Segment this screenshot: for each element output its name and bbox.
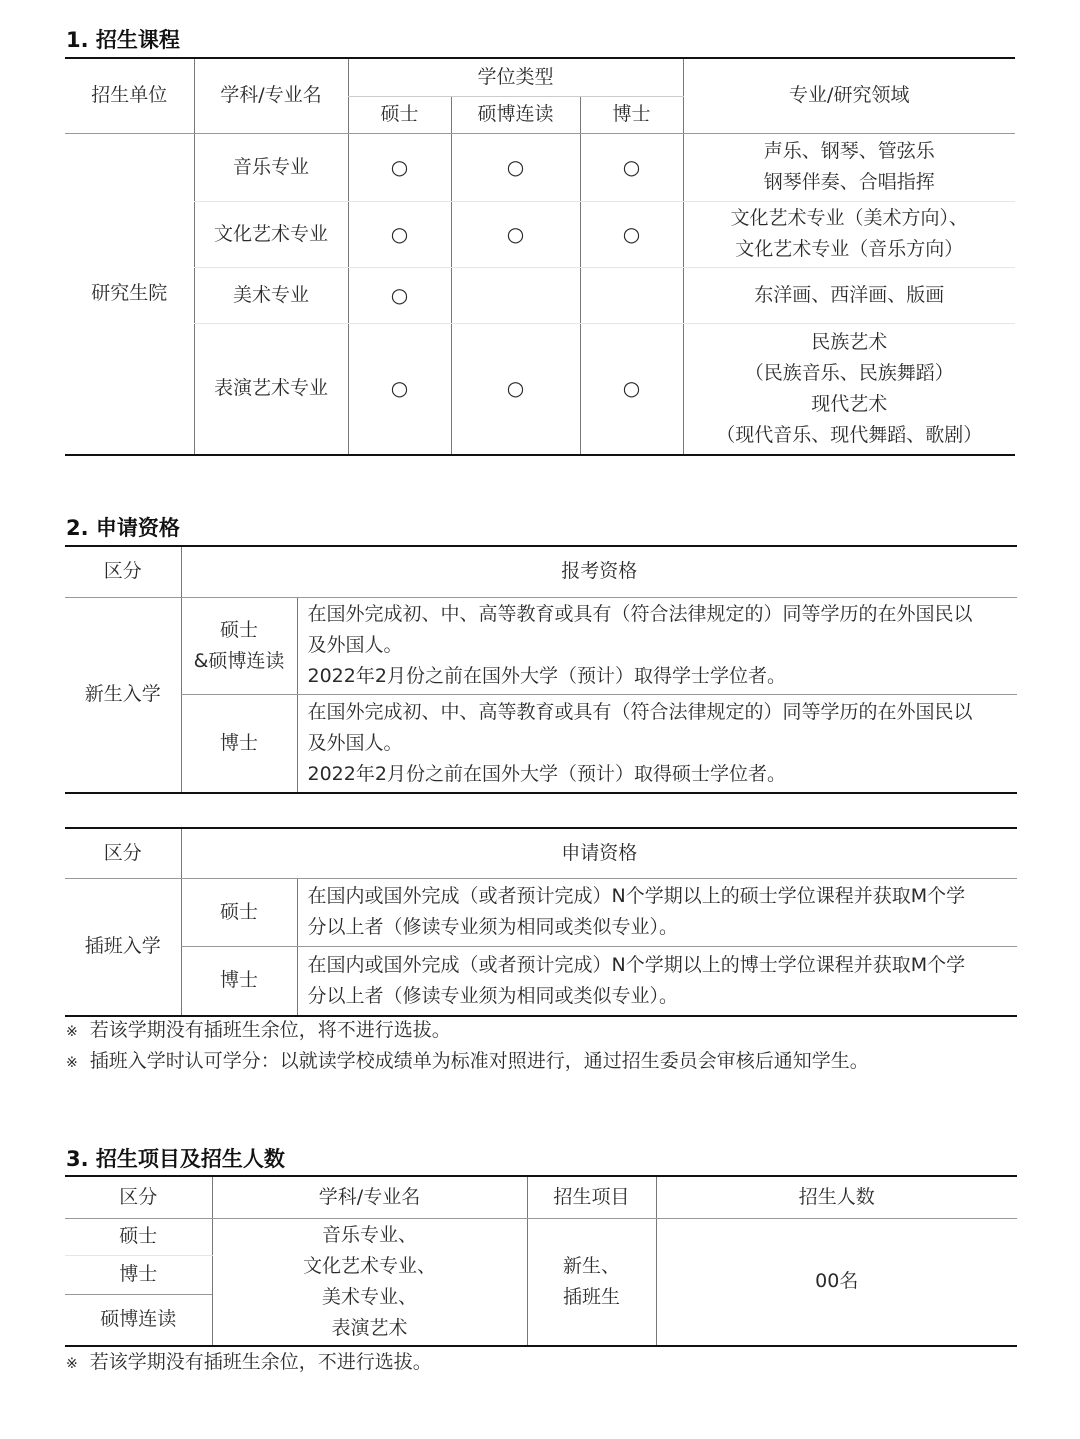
master-mark: ○ <box>348 267 451 323</box>
header-degree-type: 学位类型 <box>348 58 683 96</box>
degree-cell: 博士 <box>181 946 297 1016</box>
header-major: 学科/专业名 <box>212 1176 527 1218</box>
category-cell: 博士 <box>65 1255 212 1294</box>
field-line: 钢琴伴奏、合唱指挥 <box>763 171 935 193</box>
qualification-text <box>297 878 1017 946</box>
field-line: （民族音乐、民族舞蹈） <box>744 361 954 384</box>
qualification-text <box>297 946 1017 1016</box>
field-line: 文化艺术专业（音乐方向） <box>735 238 964 260</box>
header-count: 招生人数 <box>656 1176 1017 1218</box>
enrollment-table <box>65 1175 1017 1347</box>
note-text: 若该学期没有插班生余位，将不进行选拔。 <box>89 1019 451 1041</box>
note <box>66 1046 869 1079</box>
text-line: 及外国人。 <box>307 731 403 754</box>
master-mark: ○ <box>348 201 451 267</box>
unit-cell: 研究生院 <box>65 133 194 455</box>
major-cell: 美术专业 <box>194 267 348 323</box>
category-cell: 插班入学 <box>65 878 181 1016</box>
category-cell: 硕士 <box>65 1218 212 1255</box>
note-text: 插班入学时认可学分：以就读学校成绩单为标准对照进行，通过招生委员会审核后通知学生。 <box>89 1050 869 1072</box>
major-cell: 文化艺术专业 <box>194 201 348 267</box>
section-2-title: 2. 申请资格 <box>66 516 180 540</box>
note <box>66 1347 432 1380</box>
master-mark: ○ <box>348 323 451 455</box>
header-combined: 硕博连读 <box>451 96 580 133</box>
degree-cell: 硕士 <box>181 878 297 946</box>
degree-cell <box>181 597 297 694</box>
field-line: 文化艺术专业（美术方向）、 <box>730 207 968 229</box>
category-cell: 新生入学 <box>65 597 181 793</box>
header-doctor: 博士 <box>580 96 683 133</box>
project-line: 新生、 <box>562 1254 620 1277</box>
text-line: 在国内或国外完成（或者预计完成）N个学期以上的硕士学位课程并获取M个学 <box>307 885 966 907</box>
field-cell <box>683 133 1015 201</box>
doctor-mark: ○ <box>580 201 683 267</box>
text-line: 分以上者（修读专业须为相同或类似专业）。 <box>307 916 679 938</box>
header-field: 专业/研究领域 <box>683 58 1015 133</box>
field-cell <box>683 201 1015 267</box>
degree-cell <box>181 694 297 793</box>
degree-line: 硕士 <box>219 618 258 641</box>
major-cell: 表演艺术专业 <box>194 323 348 455</box>
note <box>66 1015 451 1048</box>
header-qualification: 申请资格 <box>181 828 1017 878</box>
master-mark: ○ <box>348 133 451 201</box>
degree-line: &硕博连读 <box>193 649 285 672</box>
doctor-mark: ○ <box>580 323 683 455</box>
header-category: 区分 <box>65 828 181 878</box>
count-cell: 00名 <box>656 1218 1017 1346</box>
major-line: 文化艺术专业、 <box>302 1254 436 1277</box>
project-cell <box>527 1218 656 1346</box>
header-qualification: 报考资格 <box>181 546 1017 597</box>
qualification-table-new <box>65 545 1017 794</box>
note-text: 若该学期没有插班生余位，不进行选拔。 <box>89 1351 432 1373</box>
field-line: 声乐、钢琴、管弦乐 <box>763 140 935 162</box>
text-line: 在国内或国外完成（或者预计完成）N个学期以上的博士学位课程并获取M个学 <box>307 953 966 976</box>
combined-mark: ○ <box>451 201 580 267</box>
combined-mark: ○ <box>451 323 580 455</box>
text-line: 在国外完成初、中、高等教育或具有（符合法律规定的）同等学历的在外国民以 <box>307 603 973 625</box>
major-line: 音乐专业、 <box>321 1223 417 1246</box>
header-unit: 招生单位 <box>65 58 194 133</box>
majors-cell <box>212 1218 527 1346</box>
doctor-empty <box>580 267 683 323</box>
courses-table <box>65 57 1015 456</box>
project-line: 插班生 <box>562 1285 620 1308</box>
major-cell: 音乐专业 <box>194 133 348 201</box>
qualification-text <box>297 694 1017 793</box>
combined-mark: ○ <box>451 133 580 201</box>
text-line: 分以上者（修读专业须为相同或类似专业）。 <box>307 984 679 1007</box>
text-line: 2022年2月份之前在国外大学（预计）取得硕士学位者。 <box>307 762 786 785</box>
header-major: 学科/专业名 <box>194 58 348 133</box>
field-cell <box>683 267 1015 323</box>
qualification-text <box>297 597 1017 694</box>
note-mark: ※ <box>66 1356 78 1372</box>
degree-line: 博士 <box>219 731 258 754</box>
combined-empty <box>451 267 580 323</box>
category-cell: 硕博连读 <box>65 1294 212 1346</box>
text-line: 及外国人。 <box>307 634 403 656</box>
field-line: （现代音乐、现代舞蹈、歌剧） <box>716 423 983 446</box>
note-mark: ※ <box>66 1055 78 1071</box>
section-3-title: 3. 招生项目及招生人数 <box>66 1147 285 1171</box>
field-line: 民族艺术 <box>811 330 888 353</box>
doctor-mark: ○ <box>580 133 683 201</box>
section-1-title: 1. 招生课程 <box>66 28 180 52</box>
text-line: 在国外完成初、中、高等教育或具有（符合法律规定的）同等学历的在外国民以 <box>307 700 973 723</box>
major-line: 美术专业、 <box>321 1285 417 1308</box>
header-category: 区分 <box>65 546 181 597</box>
text-line: 2022年2月份之前在国外大学（预计）取得学士学位者。 <box>307 665 786 687</box>
field-line: 东洋画、西洋画、版画 <box>754 283 945 306</box>
header-master: 硕士 <box>348 96 451 133</box>
note-mark: ※ <box>66 1024 78 1040</box>
header-category: 区分 <box>65 1176 212 1218</box>
major-line: 表演艺术 <box>331 1316 408 1339</box>
field-line: 现代艺术 <box>811 392 888 415</box>
field-cell <box>683 323 1015 455</box>
qualification-table-transfer <box>65 827 1017 1017</box>
header-project: 招生项目 <box>527 1176 656 1218</box>
